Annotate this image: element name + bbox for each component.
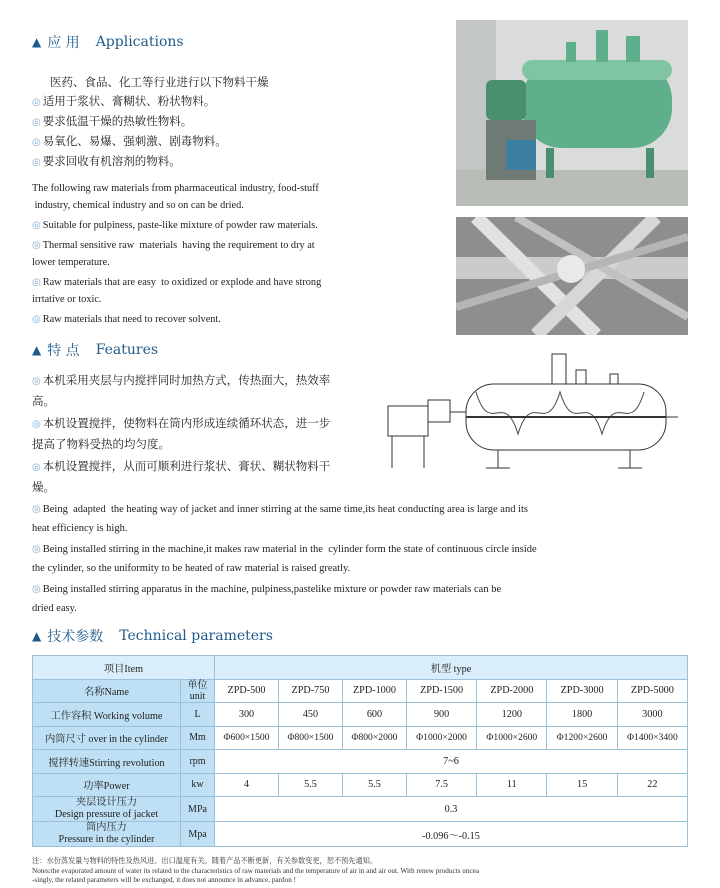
features-en: [32, 498, 692, 618]
value-cell: 5.5: [278, 773, 342, 797]
value-cell: 5.5: [342, 773, 406, 797]
list-item-text: 要求低温干燥的热敏性物料。: [42, 114, 193, 128]
value-cell: Φ1000×2600: [477, 726, 547, 750]
list-item-line: [32, 291, 432, 308]
row-name-line: 内筒尺寸 over in the cylinder: [45, 734, 168, 746]
list-item-line: [32, 254, 432, 271]
bullet-icon: ◎: [32, 97, 41, 108]
value-cell: 15: [547, 773, 617, 797]
list-item: [32, 112, 442, 132]
model-cell: ZPD-3000: [547, 679, 617, 703]
row-name: [33, 773, 181, 797]
table-row: [33, 750, 688, 774]
list-item-text: Being adapted the heating way of jacket and inner stirring at the same time,its heat conducting area is large and its: [42, 504, 529, 515]
list-item-line: [32, 311, 432, 328]
list-item: [32, 457, 362, 497]
row-name: [33, 726, 181, 750]
bullet-icon: ◎: [32, 584, 41, 595]
bullet-icon: ◎: [32, 544, 41, 555]
intro-line: industry, chemical industry and so on can be dried.: [32, 200, 244, 211]
triangle-icon: ▲: [32, 343, 42, 357]
row-unit: L: [181, 703, 215, 727]
list-item-text: dried easy.: [32, 603, 77, 614]
list-item: [32, 92, 442, 112]
row-name: [33, 750, 181, 774]
list-item-line: [32, 478, 362, 498]
value-cell: 3000: [617, 703, 687, 727]
bullet-icon: ◎: [32, 376, 41, 387]
dryer-schematic: [380, 348, 688, 476]
list-item-line: [32, 500, 692, 519]
applications-en: [32, 180, 432, 328]
value-cell: Φ800×2000: [342, 726, 406, 750]
list-item: [32, 580, 692, 618]
model-cell: ZPD-500: [215, 679, 279, 703]
list-item-line: [32, 519, 692, 538]
list-item: [32, 274, 432, 308]
list-item-text: Being installed stirring in the machine,it makes raw material in the cylinder form the state of continuous circle inside: [42, 544, 537, 555]
row-unit: kw: [181, 773, 215, 797]
row-name: [33, 703, 181, 727]
table-row: [33, 726, 688, 750]
list-item-text: 本机设置搅拌，使物料在筒内形成连续循环状态，进一步: [42, 416, 331, 430]
list-item: [32, 371, 362, 411]
bullet-icon: ◎: [32, 504, 41, 515]
row-unit: Mpa: [181, 822, 215, 847]
row-name: [33, 822, 181, 847]
value-cell: Φ1400×3400: [617, 726, 687, 750]
list-item-text: irrtative or toxic.: [32, 294, 102, 305]
row-name-line: Design pressure of jacket: [54, 809, 159, 820]
value-cell: 450: [278, 703, 342, 727]
list-item-line: [32, 414, 362, 435]
bullet-icon: ◎: [32, 419, 41, 430]
dryer-photo: [456, 20, 688, 206]
list-item-text: 高。: [32, 393, 55, 408]
row-name-line: 工作容积 Working volume: [50, 710, 163, 722]
applications-heading: ▲ 应 用 Applications: [32, 34, 184, 51]
list-item-text: 本机设置搅拌，从而可顺利进行浆状、膏状、糊状物料干: [42, 459, 331, 473]
list-item: [32, 152, 442, 172]
intro-line: The following raw materials from pharmaceutical industry, food-stuff: [32, 183, 319, 194]
list-item-text: 易氧化、易爆、强刺激、剧毒物料。: [42, 134, 227, 148]
model-cell: ZPD-5000: [617, 679, 687, 703]
name-label: 名称Name: [33, 679, 181, 703]
table-row: [33, 773, 688, 797]
triangle-icon: ▲: [32, 629, 42, 643]
value-cell: Φ1200×2600: [547, 726, 617, 750]
list-item: [32, 414, 362, 454]
row-name-line: 搅拌转速Stirring revolution: [48, 757, 165, 769]
triangle-icon: ▲: [32, 35, 42, 49]
list-item: [32, 132, 442, 152]
row-name-line: 夹层设计压力: [75, 797, 138, 808]
value-cell: Φ600×1500: [215, 726, 279, 750]
list-item: [32, 217, 432, 234]
value-cell: 1800: [547, 703, 617, 727]
footnotes: 注：水份蒸发量与物料的特性及热风进、出口温度有关。随着产品不断更新，有关参数变更，恕不预先通知。 Notes:the evaporated amount of water its related to the characteristics of raw materials and the temperature of air in and air out. With renew products uncea -singly, the related parameters will be exchanged, it does not announce in advance, pardon !: [32, 857, 480, 885]
list-item: [32, 311, 432, 328]
list-item-line: [32, 540, 692, 559]
list-item-line: [32, 392, 362, 412]
row-unit: Mm: [181, 726, 215, 750]
value-cell: 0.3: [215, 797, 688, 822]
value-cell: -0.096～-0.15: [215, 822, 688, 847]
value-cell: 7~6: [215, 750, 688, 774]
list-item: [32, 540, 692, 578]
list-item-text: lower temperature.: [32, 257, 110, 268]
list-item-text: Raw materials that need to recover solvent.: [42, 314, 221, 325]
features-cn: [32, 368, 362, 497]
bullet-icon: ◎: [32, 220, 41, 231]
list-item-text: 燥。: [32, 479, 55, 494]
list-item-text: Raw materials that are easy to oxidized or explode and have strong: [42, 277, 322, 288]
list-item-line: [32, 580, 692, 599]
bullet-icon: ◎: [32, 137, 41, 148]
list-item-text: 要求回收有机溶剂的物料。: [42, 154, 181, 168]
list-item-line: [32, 274, 432, 291]
applications-cn: 医药、食品、化工等行业进行以下物料干燥 ◎ 适用于浆状、膏糊状、粉状物料。 ◎ 要求低温干燥的热敏性物料。 ◎ 易氧化、易爆、强刺激、剧毒物料。 ◎ 要求回收有机溶剂的物料。: [32, 73, 442, 172]
value-cell: 11: [477, 773, 547, 797]
row-name: [33, 797, 181, 822]
value-cell: 1200: [477, 703, 547, 727]
params-table: [32, 655, 688, 847]
list-item-text: the cylinder, so the uniformity to be heated of raw material is raised greatly.: [32, 563, 351, 574]
list-item-line: [32, 237, 432, 254]
list-item: [32, 237, 432, 271]
value-cell: 4: [215, 773, 279, 797]
list-item-line: [32, 217, 432, 234]
table-row: [33, 797, 688, 822]
row-name-line: 功率Power: [83, 781, 130, 793]
model-cell: ZPD-750: [278, 679, 342, 703]
row-name-line: 筒内压力: [86, 822, 127, 833]
list-item-text: Thermal sensitive raw materials having the requirement to dry at: [42, 240, 315, 251]
list-item-text: 提高了物料受热的均匀度。: [32, 436, 170, 451]
model-cell: ZPD-1000: [342, 679, 406, 703]
agitator-photo: [456, 217, 688, 335]
table-row: [33, 679, 688, 703]
table-row: [33, 703, 688, 727]
bullet-icon: ◎: [32, 240, 41, 251]
list-item-text: Suitable for pulpiness, paste-like mixture of powder raw materials.: [42, 220, 318, 231]
value-cell: 7.5: [406, 773, 476, 797]
type-label: 机型 type: [215, 656, 688, 680]
row-name-line: Pressure in the cylinder: [58, 834, 155, 845]
list-item-line: [32, 435, 362, 455]
features-heading: ▲ 特 点 Features: [32, 342, 159, 359]
list-item-text: 本机采用夹层与内搅拌同时加热方式，传热面大，热效率: [42, 373, 331, 387]
table-row: [33, 822, 688, 847]
unit-label: 单位 unit: [181, 679, 215, 703]
params-heading: ▲ 技术参数 Technical parameters: [32, 628, 273, 645]
value-cell: 900: [406, 703, 476, 727]
list-item-line: [32, 599, 692, 618]
list-item-text: Being installed stirring apparatus in the machine, pulpiness,pastelike mixture or powder raw materials can be: [42, 584, 502, 595]
list-item-text: heat efficiency is high.: [32, 523, 128, 534]
list-item: [32, 500, 692, 538]
value-cell: 22: [617, 773, 687, 797]
value-cell: Φ800×1500: [278, 726, 342, 750]
table-row: [33, 656, 688, 680]
row-unit: rpm: [181, 750, 215, 774]
list-item-line: [32, 371, 362, 392]
list-item-line: [32, 559, 692, 578]
bullet-icon: ◎: [32, 462, 41, 473]
item-label: 项目Item: [33, 656, 215, 680]
bullet-icon: ◎: [32, 314, 41, 325]
list-item-text: 适用于浆状、膏糊状、粉状物料。: [42, 94, 216, 108]
bullet-icon: ◎: [32, 277, 41, 288]
bullet-icon: ◎: [32, 117, 41, 128]
model-cell: ZPD-1500: [406, 679, 476, 703]
row-unit: MPa: [181, 797, 215, 822]
value-cell: 600: [342, 703, 406, 727]
value-cell: 300: [215, 703, 279, 727]
model-cell: ZPD-2000: [477, 679, 547, 703]
list-item-line: [32, 457, 362, 478]
value-cell: Φ1000×2000: [406, 726, 476, 750]
bullet-icon: ◎: [32, 157, 41, 168]
